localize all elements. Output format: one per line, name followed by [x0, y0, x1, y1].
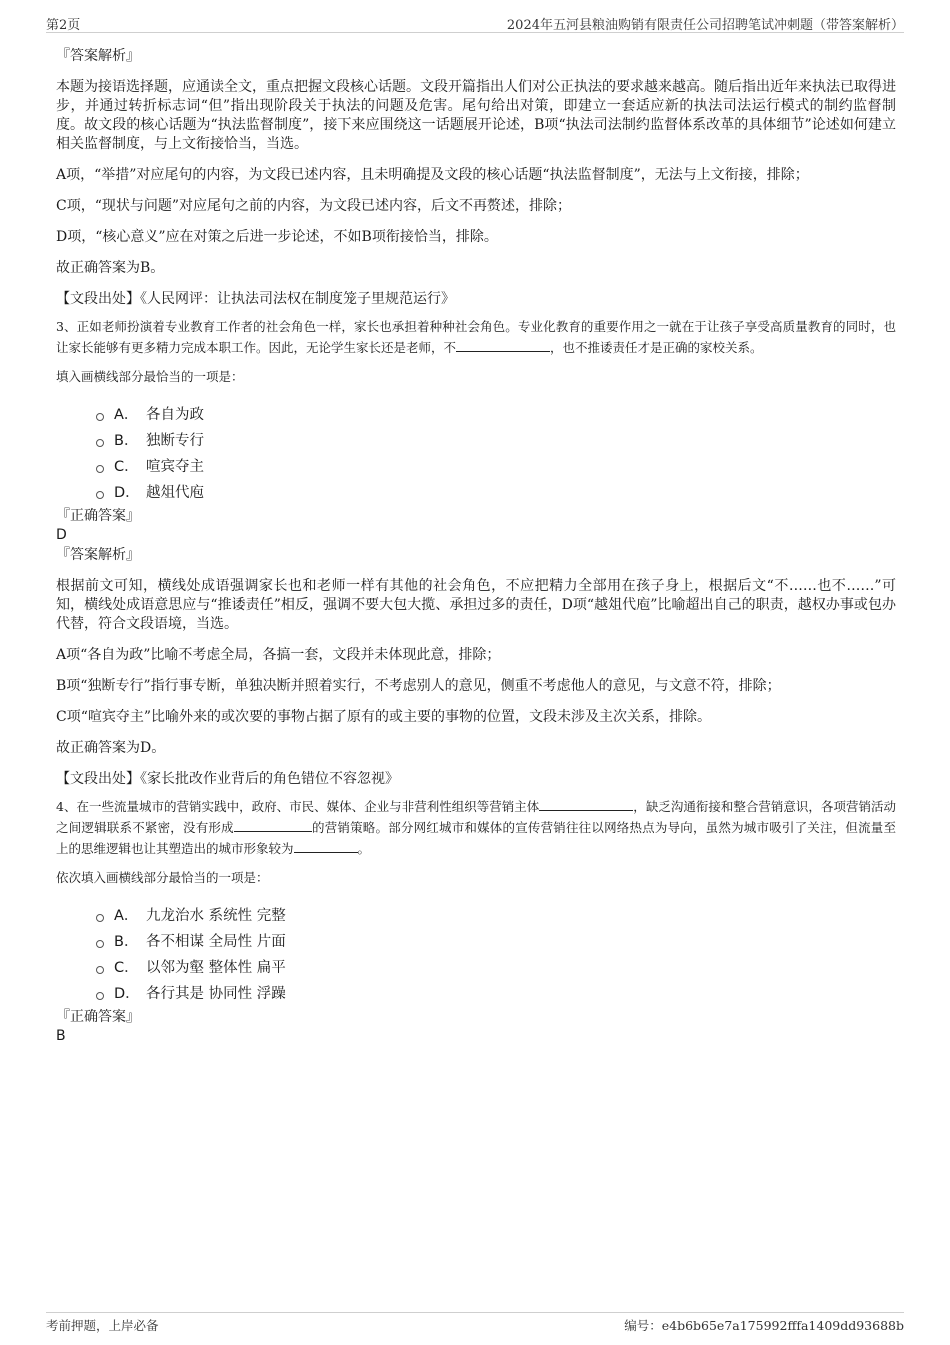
- analysis-paragraph: 本题为接语选择题，应通读全文，重点把握文段核心话题。文段开篇指出人们对公正执法的要求越来越高。随后指出近年来执法已取得进步，并通过转折标志词“但”指出现阶段关于执法的问题及危害。尾句给出对策，即建立一套适应新的执法司法运行模式的制约监督制度。故文段的核心话题为“执法监督制度”，接下来应围绕这一话题展开论述，B项“执法司法制约监督体系改革的具体细节”论述如何建立相关监督制度，与上文衔接恰当，当选。: [56, 79, 896, 152]
- question-3-text: 3、正如老师扮演着专业教育工作者的社会角色一样，家长也承担着种种社会角色。专业化教育的重要作用之一就在于让孩子享受高质量教育的同时，也让家长能够有更多精力完成本职工作。因此，无论学生家长还是老师，不 ，也不推诿责任才是正确的家校关系。: [56, 319, 896, 355]
- analysis-paragraph: C项“喧宾夺主”比喻外来的或次要的事物占据了原有的或主要的事物的位置，文段未涉及主次关系，排除。: [56, 709, 712, 725]
- fill-blank: [234, 817, 312, 832]
- fill-blank: [539, 796, 633, 811]
- radio-icon[interactable]: [96, 966, 104, 974]
- source-citation: 【文段出处】《人民网评：让执法司法权在制度笼子里规范运行》: [56, 291, 455, 307]
- analysis-paragraph: A项“各自为政”比喻不考虑全局，各搞一套，文段并未体现此意，排除；: [56, 647, 501, 663]
- analysis-paragraph: D项，“核心意义”应在对策之后进一步论述，不如B项衔接恰当，排除。: [56, 229, 498, 245]
- option-a[interactable]: A． 九龙治水 系统性 完整: [96, 901, 896, 927]
- question-3-instruction: 填入画横线部分最恰当的一项是：: [56, 369, 244, 384]
- option-d[interactable]: D． 越俎代庖: [96, 478, 896, 504]
- question-4-options: [56, 901, 896, 1005]
- question-3-options: [56, 400, 896, 504]
- option-b[interactable]: B． 独断专行: [96, 426, 896, 452]
- option-b[interactable]: B． 各不相谋 全局性 片面: [96, 927, 896, 953]
- correct-answer-label: 『正确答案』: [56, 1009, 140, 1025]
- question-4-instruction: 依次填入画横线部分最恰当的一项是：: [56, 870, 269, 885]
- page-header: [46, 12, 904, 33]
- analysis-paragraph: C项，“现状与问题”对应尾句之前的内容，为文段已述内容，后文不再赘述，排除；: [56, 198, 572, 214]
- radio-icon[interactable]: [96, 992, 104, 1000]
- option-c[interactable]: C． 以邻为壑 整体性 扁平: [96, 953, 896, 979]
- radio-icon[interactable]: [96, 413, 104, 421]
- option-d[interactable]: D． 各行其是 协同性 浮躁: [96, 979, 896, 1005]
- question-4-text: 4、在一些流量城市的营销实践中，政府、市民、媒体、企业与非营利性组织等营销主体 ，缺乏沟通衔接和整合营销意识，各项营销活动之间逻辑联系不紧密，没有形成 的营销策略。部分网红城市和媒体的宣传营销往往以网络热点为导向，虽然为城市吸引了关注，但流量至上的思维逻辑也让其塑造出的城市形象较为 。: [56, 796, 896, 859]
- analysis-label: 『答案解析』: [56, 48, 140, 64]
- document-serial: 编号：e4b6b65e7a175992fffa1409dd93688b: [624, 1318, 904, 1333]
- analysis-paragraph: 故正确答案为B。: [56, 260, 165, 276]
- footer-slogan: 考前押题，上岸必备: [46, 1318, 159, 1333]
- fill-blank: [294, 838, 358, 853]
- radio-icon[interactable]: [96, 439, 104, 447]
- source-citation: 【文段出处】《家长批改作业背后的角色错位不容忽视》: [56, 771, 399, 787]
- analysis-paragraph: A项，“举措”对应尾句的内容，为文段已述内容，且未明确提及文段的核心话题“执法监督制度”，无法与上文衔接，排除；: [56, 167, 809, 183]
- fill-blank: [456, 337, 550, 352]
- document-title: 2024年五河县粮油购销有限责任公司招聘笔试冲刺题（带答案解析）: [506, 18, 904, 33]
- page-content: [56, 46, 896, 1046]
- radio-icon[interactable]: [96, 914, 104, 922]
- correct-answer-value: D: [56, 527, 67, 543]
- page-footer: [46, 1312, 904, 1337]
- page-number: 第2页: [46, 18, 81, 33]
- analysis-paragraph: B项“独断专行”指行事专断，单独决断并照着实行，不考虑别人的意见，侧重不考虑他人的意见，与文意不符，排除；: [56, 678, 781, 694]
- radio-icon[interactable]: [96, 491, 104, 499]
- analysis-label: 『答案解析』: [56, 547, 140, 563]
- correct-answer-value: B: [56, 1028, 66, 1044]
- radio-icon[interactable]: [96, 465, 104, 473]
- analysis-paragraph: 根据前文可知，横线处成语强调家长也和老师一样有其他的社会角色，不应把精力全部用在孩子身上，根据后文“不……也不……”可知，横线处成语意思应与“推诿责任”相反，强调不要大包大揽、承担过多的责任，D项“越俎代庖”比喻超出自己的职责，越权办事或包办代替，符合文段语境，当选。: [56, 578, 896, 632]
- correct-answer-label: 『正确答案』: [56, 508, 140, 524]
- option-a[interactable]: A． 各自为政: [96, 400, 896, 426]
- radio-icon[interactable]: [96, 940, 104, 948]
- analysis-paragraph: 故正确答案为D。: [56, 740, 166, 756]
- option-c[interactable]: C． 喧宾夺主: [96, 452, 896, 478]
